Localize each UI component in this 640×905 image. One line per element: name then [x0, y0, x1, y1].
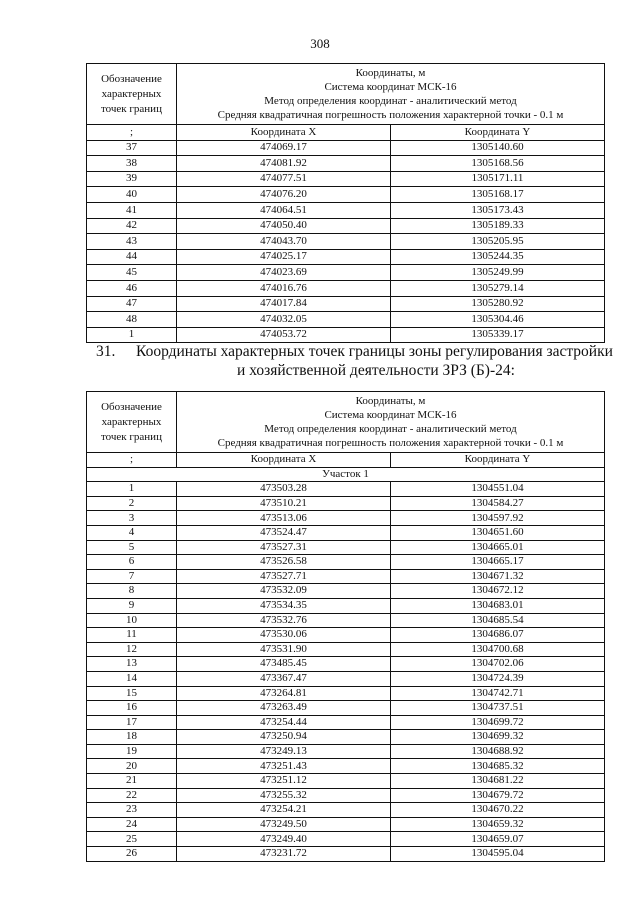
table-row: [87, 847, 605, 862]
point-number-cell: 11: [87, 628, 177, 643]
point-number-cell: 8: [87, 584, 177, 599]
point-number-cell: 9: [87, 598, 177, 613]
y-coordinate-cell: 1304700.68: [391, 642, 605, 657]
section-number: 31.: [96, 343, 116, 360]
table-row: [87, 327, 605, 343]
y-coordinate-cell: 1305171.11: [391, 171, 605, 187]
point-number-cell: 47: [87, 296, 177, 312]
point-number-cell: 37: [87, 140, 177, 156]
table-row: [87, 701, 605, 716]
x-coordinate-cell: 474077.51: [177, 171, 391, 187]
x-coordinate-cell: 474032.05: [177, 312, 391, 328]
table-row: [87, 525, 605, 540]
table-row: [87, 803, 605, 818]
point-number-cell: 16: [87, 701, 177, 716]
table-row: [87, 730, 605, 745]
y-coordinate-cell: 1305339.17: [391, 327, 605, 343]
table-row: [87, 249, 605, 265]
section-title-line1: Координаты характерных точек границы зоны регулирования застройки: [136, 343, 613, 360]
y-coordinate-cell: 1304699.32: [391, 730, 605, 745]
info-line: Средняя квадратичная погрешность положения характерной точки - 0.1 м: [217, 109, 564, 121]
y-coordinate-cell: 1304659.32: [391, 817, 605, 832]
y-coordinate-cell: 1305168.17: [391, 187, 605, 203]
table-row: [87, 140, 605, 156]
y-coordinate-cell: 1304670.22: [391, 803, 605, 818]
x-coordinate-cell: 473251.43: [177, 759, 391, 774]
table-2-body: [87, 392, 605, 862]
table-row: [87, 788, 605, 803]
y-coordinate-cell: 1304665.01: [391, 540, 605, 555]
table-row: [87, 482, 605, 497]
section-title-line2: и хозяйственной деятельности ЗРЗ (Б)-24:: [237, 362, 515, 379]
table-row: [87, 584, 605, 599]
x-coordinate-cell: 473513.06: [177, 511, 391, 526]
point-number-cell: 46: [87, 280, 177, 296]
x-coordinate-cell: 473527.31: [177, 540, 391, 555]
info-line: Метод определения координат - аналитический метод: [264, 423, 517, 435]
table-row: [87, 156, 605, 172]
y-label-cell: Координата Y: [391, 453, 605, 468]
column-labels-row: [87, 125, 605, 141]
x-coordinate-cell: 473254.21: [177, 803, 391, 818]
y-coordinate-cell: 1304685.32: [391, 759, 605, 774]
x-coordinate-cell: 473532.09: [177, 584, 391, 599]
x-coordinate-cell: 473532.76: [177, 613, 391, 628]
x-coordinate-cell: 473526.58: [177, 555, 391, 570]
y-coordinate-cell: 1305249.99: [391, 265, 605, 281]
x-coordinate-cell: 473531.90: [177, 642, 391, 657]
point-number-cell: 20: [87, 759, 177, 774]
point-number-cell: 38: [87, 156, 177, 172]
table-row: [87, 613, 605, 628]
part-label-row: [87, 467, 605, 482]
x-coordinate-cell: 474081.92: [177, 156, 391, 172]
point-number-cell: 22: [87, 788, 177, 803]
x-coordinate-cell: 473254.44: [177, 715, 391, 730]
y-coordinate-cell: 1304688.92: [391, 744, 605, 759]
y-coordinate-cell: 1305189.33: [391, 218, 605, 234]
x-coordinate-cell: 473249.40: [177, 832, 391, 847]
y-coordinate-cell: 1304683.01: [391, 598, 605, 613]
point-number-cell: 42: [87, 218, 177, 234]
info-line: Координаты, м: [355, 67, 426, 79]
x-coordinate-cell: 474064.51: [177, 202, 391, 218]
table-header-row: [87, 392, 605, 453]
info-line: Метод определения координат - аналитический метод: [264, 95, 517, 107]
x-coordinate-cell: 473264.81: [177, 686, 391, 701]
point-number-cell: 5: [87, 540, 177, 555]
point-number-cell: 14: [87, 671, 177, 686]
table-header-row: [87, 64, 605, 125]
coordinate-info-cell: [177, 64, 605, 125]
table-row: [87, 671, 605, 686]
y-coordinate-cell: 1304681.22: [391, 774, 605, 789]
point-number-cell: 2: [87, 496, 177, 511]
y-coordinate-cell: 1305205.95: [391, 234, 605, 250]
section-heading: [96, 342, 616, 380]
points-label-cell: Обозначение характерных точек границ: [87, 392, 177, 453]
point-number-cell: 7: [87, 569, 177, 584]
point-number-cell: 41: [87, 202, 177, 218]
y-coordinate-cell: 1304651.60: [391, 525, 605, 540]
x-coordinate-cell: 474076.20: [177, 187, 391, 203]
table-row: [87, 832, 605, 847]
table-row: [87, 540, 605, 555]
x-coordinate-cell: 473249.50: [177, 817, 391, 832]
table-row: [87, 496, 605, 511]
y-coordinate-cell: 1304685.54: [391, 613, 605, 628]
x-coordinate-cell: 473249.13: [177, 744, 391, 759]
point-number-cell: 12: [87, 642, 177, 657]
table-row: [87, 312, 605, 328]
y-coordinate-cell: 1304671.32: [391, 569, 605, 584]
table-row: [87, 218, 605, 234]
x-coordinate-cell: 473524.47: [177, 525, 391, 540]
point-number-cell: 45: [87, 265, 177, 281]
x-coordinate-cell: 474069.17: [177, 140, 391, 156]
y-coordinate-cell: 1304724.39: [391, 671, 605, 686]
y-coordinate-cell: 1304699.72: [391, 715, 605, 730]
point-number-cell: 1: [87, 482, 177, 497]
y-coordinate-cell: 1304702.06: [391, 657, 605, 672]
info-line: Система координат МСК-16: [324, 409, 457, 421]
point-number-cell: 6: [87, 555, 177, 570]
info-line: Координаты, м: [355, 395, 426, 407]
table-row: [87, 628, 605, 643]
point-number-cell: 39: [87, 171, 177, 187]
y-coordinate-cell: 1304584.27: [391, 496, 605, 511]
table-row: [87, 202, 605, 218]
y-coordinate-cell: 1304551.04: [391, 482, 605, 497]
x-coordinate-cell: 473367.47: [177, 671, 391, 686]
table-row: [87, 817, 605, 832]
point-number-cell: 43: [87, 234, 177, 250]
x-coordinate-cell: 473530.06: [177, 628, 391, 643]
point-number-cell: 26: [87, 847, 177, 862]
y-coordinate-cell: 1304742.71: [391, 686, 605, 701]
sub-label-cell: ;: [87, 453, 177, 468]
point-number-cell: 21: [87, 774, 177, 789]
point-number-cell: 19: [87, 744, 177, 759]
x-coordinate-cell: 473231.72: [177, 847, 391, 862]
table-row: [87, 171, 605, 187]
y-coordinate-cell: 1304679.72: [391, 788, 605, 803]
y-coordinate-cell: 1304595.04: [391, 847, 605, 862]
table-row: [87, 657, 605, 672]
y-coordinate-cell: 1305304.46: [391, 312, 605, 328]
point-number-cell: 17: [87, 715, 177, 730]
point-number-cell: 18: [87, 730, 177, 745]
y-coordinate-cell: 1304672.12: [391, 584, 605, 599]
point-number-cell: 10: [87, 613, 177, 628]
x-coordinate-cell: 474050.40: [177, 218, 391, 234]
x-coordinate-cell: 473255.32: [177, 788, 391, 803]
point-number-cell: 15: [87, 686, 177, 701]
point-number-cell: 48: [87, 312, 177, 328]
x-coordinate-cell: 473263.49: [177, 701, 391, 716]
x-coordinate-cell: 474043.70: [177, 234, 391, 250]
point-number-cell: 13: [87, 657, 177, 672]
table-row: [87, 296, 605, 312]
table-row: [87, 265, 605, 281]
y-coordinate-cell: 1304686.07: [391, 628, 605, 643]
table-row: [87, 774, 605, 789]
coordinates-table-2: [86, 391, 605, 862]
y-coordinate-cell: 1305280.92: [391, 296, 605, 312]
point-number-cell: 24: [87, 817, 177, 832]
point-number-cell: 1: [87, 327, 177, 343]
y-coordinate-cell: 1305244.35: [391, 249, 605, 265]
y-coordinate-cell: 1304737.51: [391, 701, 605, 716]
point-number-cell: 4: [87, 525, 177, 540]
x-coordinate-cell: 473503.28: [177, 482, 391, 497]
part-label-cell: Участок 1: [87, 467, 605, 482]
x-coordinate-cell: 473527.71: [177, 569, 391, 584]
y-coordinate-cell: 1304665.17: [391, 555, 605, 570]
coordinates-table-1: [86, 63, 605, 343]
x-label-cell: Координата X: [177, 125, 391, 141]
point-number-cell: 44: [87, 249, 177, 265]
y-coordinate-cell: 1305279.14: [391, 280, 605, 296]
point-number-cell: 23: [87, 803, 177, 818]
x-coordinate-cell: 474017.84: [177, 296, 391, 312]
table-row: [87, 569, 605, 584]
x-coordinate-cell: 473510.21: [177, 496, 391, 511]
points-label-cell: Обозначение характерных точек границ: [87, 64, 177, 125]
coordinate-info-cell: [177, 392, 605, 453]
x-coordinate-cell: 473251.12: [177, 774, 391, 789]
point-number-cell: 3: [87, 511, 177, 526]
x-label-cell: Координата X: [177, 453, 391, 468]
table-row: [87, 598, 605, 613]
table-row: [87, 187, 605, 203]
table-row: [87, 715, 605, 730]
table-row: [87, 234, 605, 250]
x-coordinate-cell: 474025.17: [177, 249, 391, 265]
point-number-cell: 25: [87, 832, 177, 847]
x-coordinate-cell: 473534.35: [177, 598, 391, 613]
x-coordinate-cell: 474023.69: [177, 265, 391, 281]
info-line: Система координат МСК-16: [324, 81, 457, 93]
y-coordinate-cell: 1304597.92: [391, 511, 605, 526]
table-row: [87, 280, 605, 296]
x-coordinate-cell: 474053.72: [177, 327, 391, 343]
y-coordinate-cell: 1305173.43: [391, 202, 605, 218]
table-row: [87, 555, 605, 570]
point-number-cell: 40: [87, 187, 177, 203]
x-coordinate-cell: 474016.76: [177, 280, 391, 296]
y-coordinate-cell: 1304659.07: [391, 832, 605, 847]
column-labels-row: [87, 453, 605, 468]
info-line: Средняя квадратичная погрешность положения характерной точки - 0.1 м: [217, 437, 564, 449]
table-row: [87, 759, 605, 774]
x-coordinate-cell: 473250.94: [177, 730, 391, 745]
y-coordinate-cell: 1305168.56: [391, 156, 605, 172]
table-row: [87, 686, 605, 701]
y-coordinate-cell: 1305140.60: [391, 140, 605, 156]
table-1-body: [87, 64, 605, 343]
sub-label-cell: ;: [87, 125, 177, 141]
y-label-cell: Координата Y: [391, 125, 605, 141]
x-coordinate-cell: 473485.45: [177, 657, 391, 672]
table-row: [87, 744, 605, 759]
table-row: [87, 511, 605, 526]
table-row: [87, 642, 605, 657]
page-number: 308: [310, 36, 330, 51]
